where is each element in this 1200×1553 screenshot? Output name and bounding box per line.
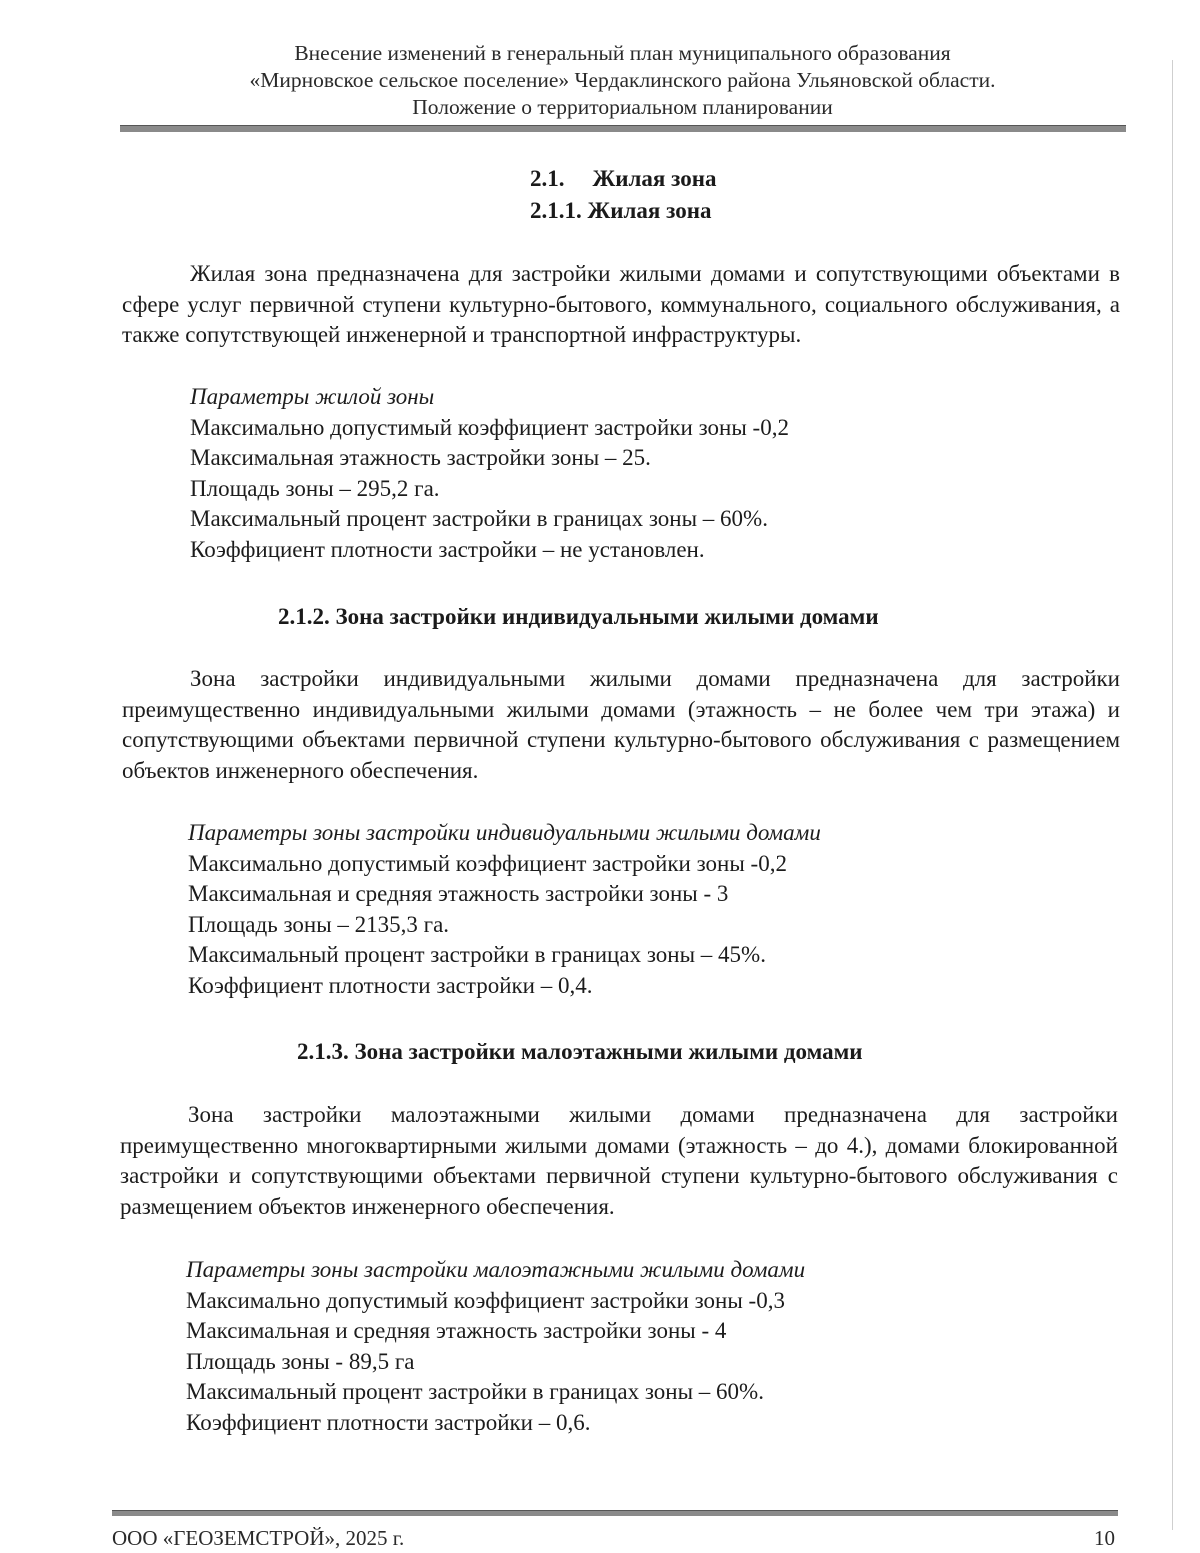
params-title: Параметры зоны застройки малоэтажными жилыми домами bbox=[186, 1257, 806, 1282]
param-item: Коэффициент плотности застройки – 0,4. bbox=[188, 972, 593, 998]
subsection-2-paragraph: Зона застройки индивидуальными жилыми домами предназначена для застройки преимущественно индивидуальными жилыми домами (этажность – не более чем три этажа) и сопутствующими объектами первичной ступени культурно-бытового обслуживания с размещением объектов инженерного обеспечения. bbox=[122, 666, 1120, 783]
param-item: Максимальная и средняя этажность застройки зоны - 4 bbox=[186, 1318, 727, 1343]
page-header bbox=[120, 40, 1125, 121]
param-item: Максимально допустимый коэффициент застройки зоны -0,2 bbox=[188, 850, 787, 876]
param-item: Максимальный процент застройки в границах зоны – 60%. bbox=[186, 1379, 764, 1404]
param-item: Коэффициент плотности застройки – не установлен. bbox=[190, 536, 705, 562]
subsection-2-heading: 2.1.2. Зона застройки индивидуальными жилыми домами bbox=[278, 604, 879, 629]
subsection-1-paragraph: Жилая зона предназначена для застройки жилыми домами и сопутствующими объектами в сфере услуг первичной ступени культурно-бытового, коммунального, социального обслуживания, а также сопутствующей инженерной и транспортной инфраструктуры. bbox=[122, 261, 1120, 347]
param-item: Площадь зоны – 2135,3 га. bbox=[188, 911, 450, 937]
header-line-3: Положение о территориальном планировании bbox=[412, 95, 833, 119]
param-item: Максимальный процент застройки в границах зоны – 45%. bbox=[188, 942, 766, 967]
section-number: 2.1. bbox=[530, 166, 565, 191]
header-line-1: Внесение изменений в генеральный план муниципального образования bbox=[294, 41, 951, 65]
scan-edge-line bbox=[1172, 60, 1173, 1530]
footer-rule bbox=[112, 1510, 1118, 1516]
section-heading bbox=[530, 166, 716, 192]
page-number: 10 bbox=[1094, 1526, 1115, 1550]
param-item: Максимальная и средняя этажность застройки зоны - 3 bbox=[188, 881, 729, 906]
footer-company: ООО «ГЕОЗЕМСТРОЙ», 2025 г. bbox=[112, 1526, 405, 1550]
header-rule bbox=[120, 125, 1126, 132]
section-title: Жилая зона bbox=[592, 166, 717, 191]
subsection-1-params bbox=[190, 382, 789, 565]
param-item: Максимальная этажность застройки зоны – 25. bbox=[190, 445, 651, 470]
param-item: Максимально допустимый коэффициент застройки зоны -0,3 bbox=[186, 1287, 785, 1313]
param-item: Площадь зоны – 295,2 га. bbox=[190, 475, 440, 501]
header-line-2: «Мирновское сельское поселение» Чердаклинского района Ульяновской области. bbox=[249, 68, 996, 92]
param-item: Коэффициент плотности застройки – 0,6. bbox=[186, 1409, 591, 1435]
subsection-3-paragraph: Зона застройки малоэтажными жилыми домами предназначена для застройки преимущественно многоквартирными жилыми домами (этажность – до 4.), домами блокированной застройки и сопутствующими объектами первичной ступени культурно-бытового обслуживания с размещением объектов инженерного обеспечения. bbox=[120, 1102, 1118, 1219]
subsection-3-heading: 2.1.3. Зона застройки малоэтажными жилыми домами bbox=[297, 1039, 863, 1064]
param-item: Площадь зоны - 89,5 га bbox=[186, 1348, 415, 1374]
params-title: Параметры жилой зоны bbox=[190, 384, 435, 409]
subsection-2-params bbox=[188, 818, 821, 1001]
param-item: Максимальный процент застройки в границах зоны – 60%. bbox=[190, 506, 768, 531]
params-title: Параметры зоны застройки индивидуальными жилыми домами bbox=[188, 820, 821, 845]
subsection-1-heading: 2.1.1. Жилая зона bbox=[530, 198, 712, 223]
subsection-3-params bbox=[186, 1255, 805, 1438]
param-item: Максимально допустимый коэффициент застройки зоны -0,2 bbox=[190, 414, 789, 440]
